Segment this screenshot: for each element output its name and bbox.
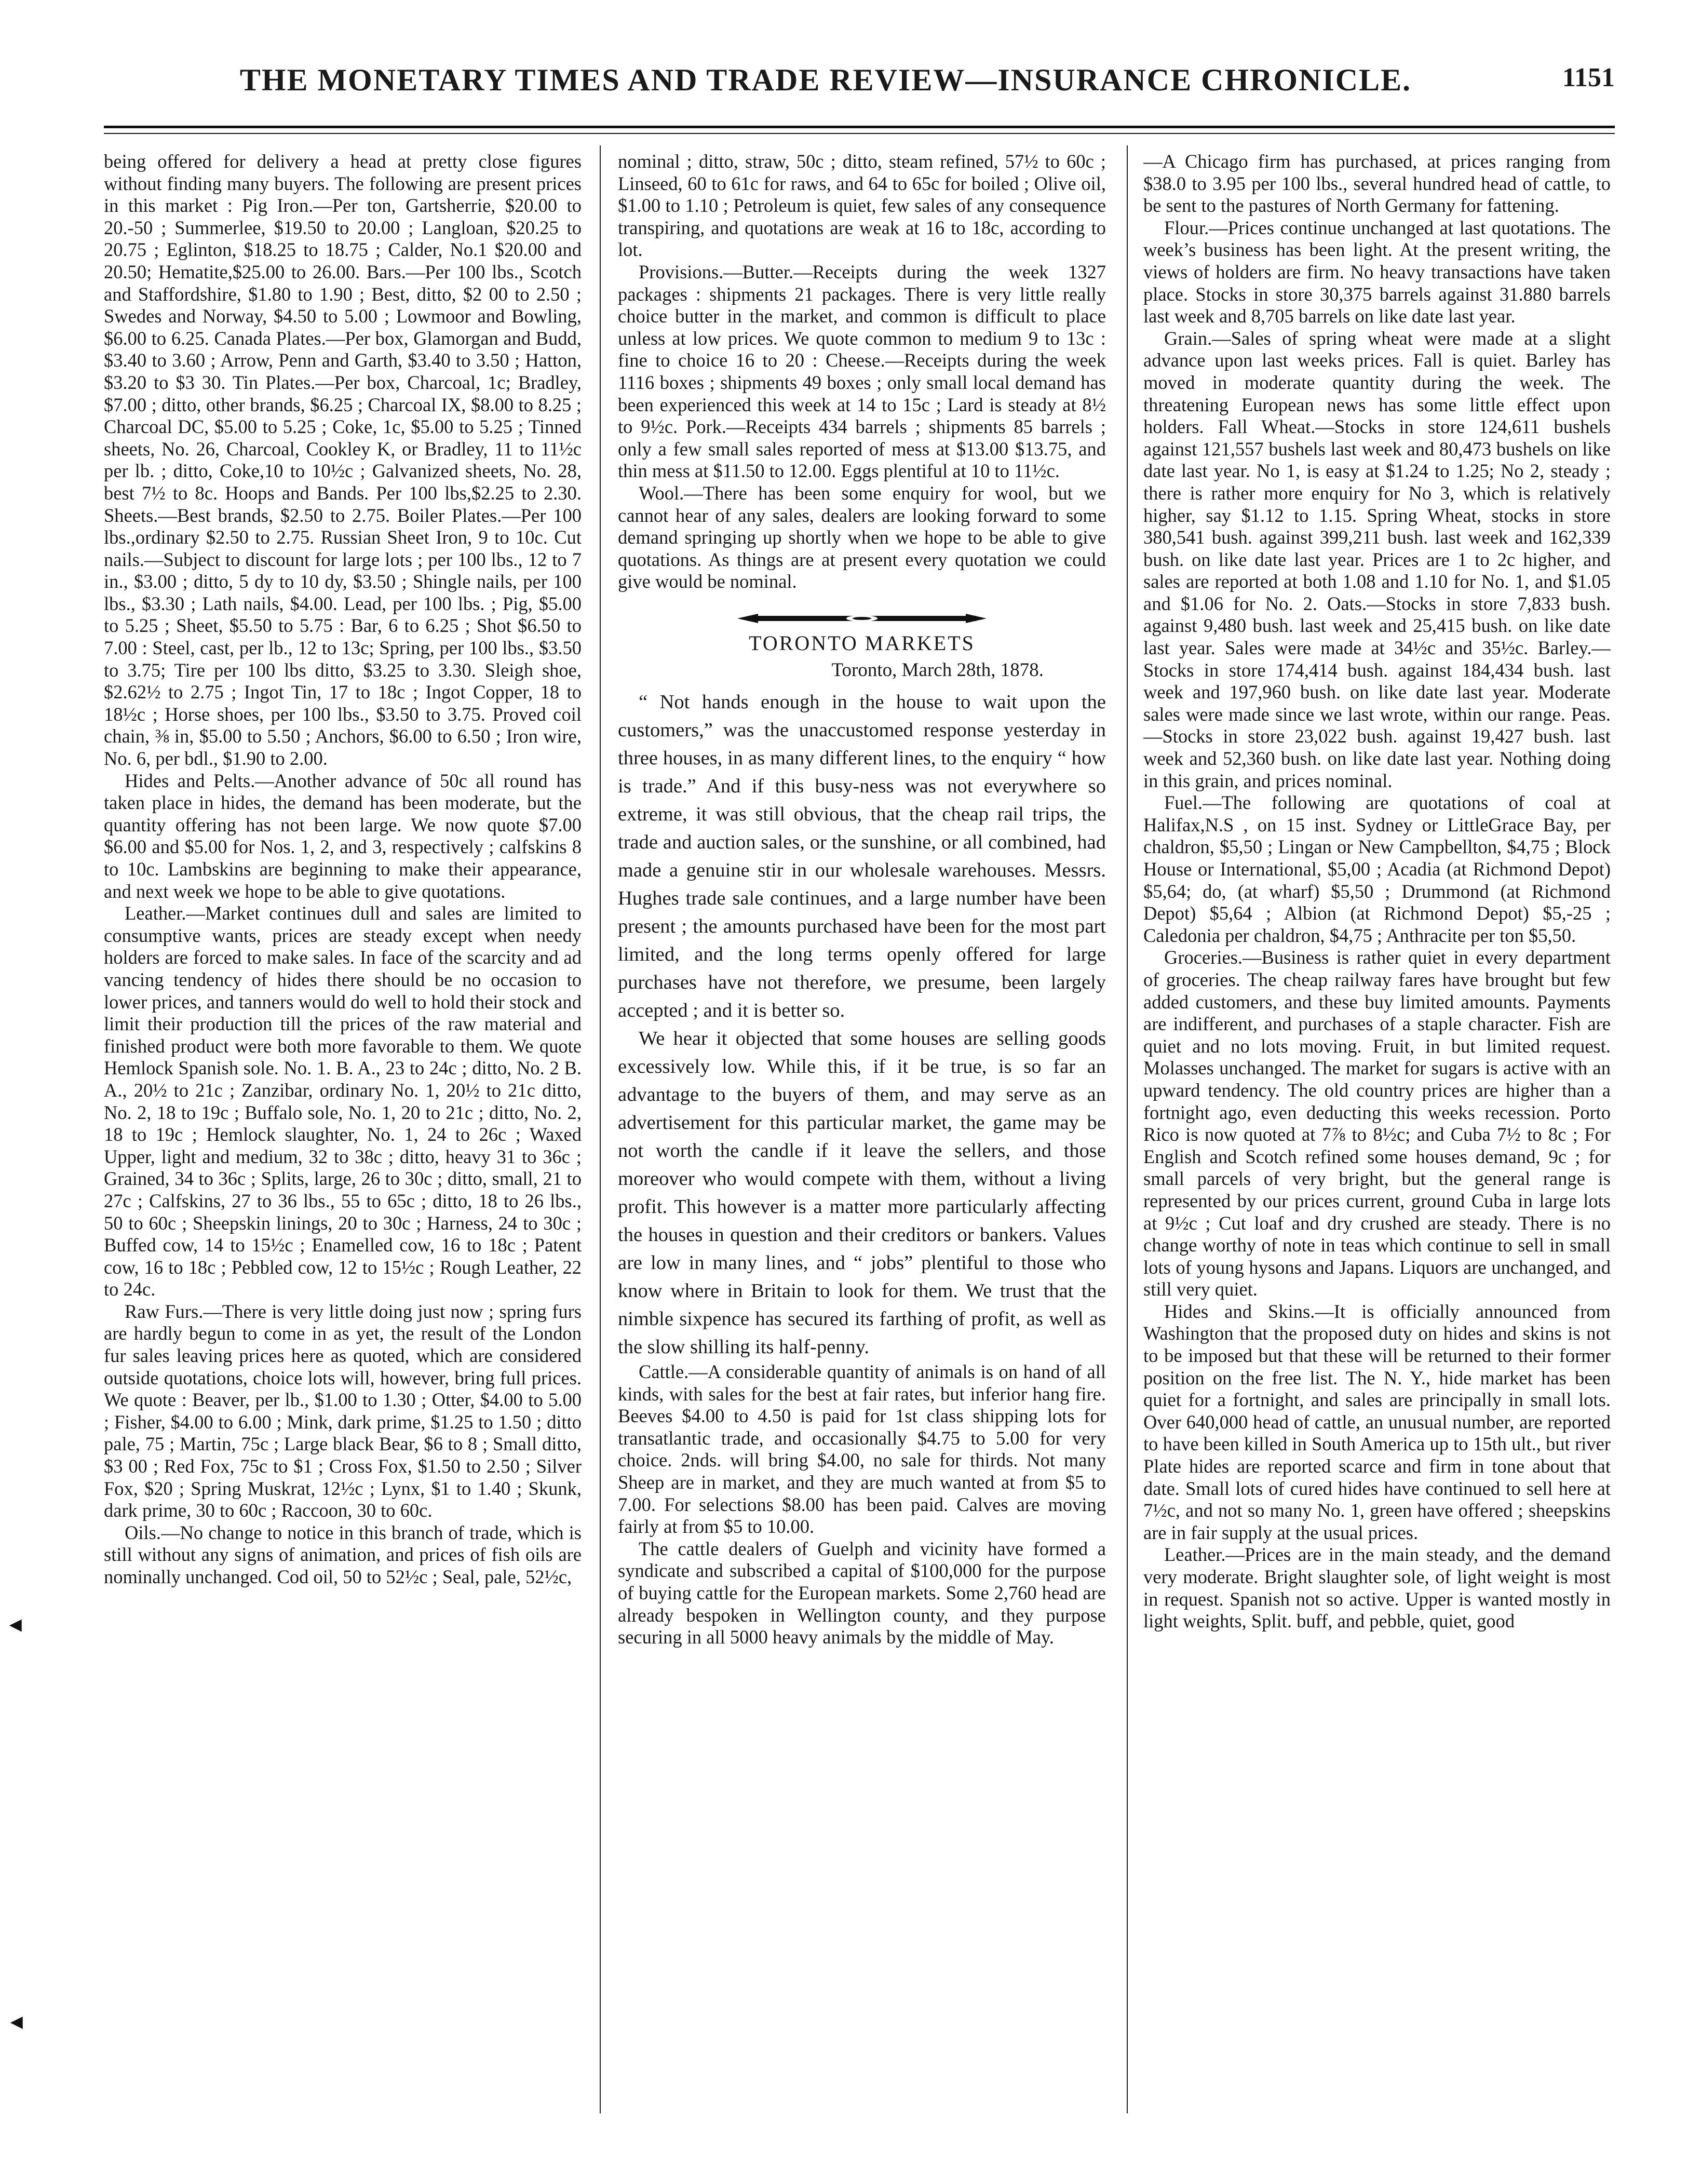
toronto-markets-lead-1: “ Not hands enough in the house to wait upon the customers,” was the unaccustomed response yesterday in three houses, in as many different lines, to the enquiry “ how is trade.” And if this busy-ness was not everywhere so extreme, it was still obvious, that the cheap rail trips, the trade and auction sales, or the sunshine, or all combined, had made a genuine stir in our wholesale warehouses. Messrs. Hughes trade sale continues, and a large number have been present ; the amounts purchased have been for the most part limited, and the long terms openly offered for large purchases have not therefore, we presume, been largely accepted ; and it is better so. <box>618 691 1106 1022</box>
column-divider-2 <box>1127 145 1128 2113</box>
toronto-markets-lead-2: We hear it objected that some houses are selling goods excessively low. While this, if it be true, is so far an advantage to the buyers of them, and may serve as an advertisement for this particular market, the game may be not worth the candle if it leave the sellers, and those moreover who would compete with them, without a living profit. This however is a matter more particularly affecting the houses in question and their creditors or bankers. Values are low in many lines, and “ jobs” plentiful to those who know where in Britain to look for them. We trust that the nimble sixpence has secured its farthing of profit, as well as the slow shilling its half-penny. <box>618 1028 1106 1358</box>
guelph-syndicate-paragraph: The cattle dealers of Guelph and vicinity have formed a syndicate and subscribed a capital of $100,000 for the purpose of buying cattle for the European markets. Some 2,760 head are already bespoken in Wellington county, and they purpose securing in all 5000 heavy animals by the middle of May. <box>618 1538 1106 1648</box>
section-title: TORONTO MARKETS <box>749 631 975 655</box>
wool-paragraph: Wool.—There has been some enquiry for wool, but we cannot hear of any sales, dealers are looking forward to some demand springing up shortly when we hope to be able to give quotations. As things are at present every quotation we could give would be nominal. <box>618 482 1106 592</box>
column-divider-1 <box>600 145 601 2113</box>
section-ornament <box>737 611 987 626</box>
newspaper-page <box>99 62 1615 2113</box>
header-rule-thick <box>104 126 1615 128</box>
leather-paragraph: Leather.—Market continues dull and sales are limited to consumptive wants, prices are steady except when needy holders are forced to make sales. In face of the scarcity and ad vancing tendency of hides there should be no occasion to lower prices, and tanners would do well to hold their stock and limit their production till the prices of the raw material and finished product were both more favorable to them. We quote Hemlock Spanish sole. No. 1. B. A., 23 to 24c ; ditto, No. 2 B. A., 20½ to 21c ; Zanzibar, ordinary No. 1, 20½ to 21c ditto, No. 2, 18 to 19c ; Buffalo sole, No. 1, 20 to 21c ; ditto, No. 2, 18 to 19c ; Hemlock slaughter, No. 1, 24 to 26c ; Waxed Upper, light and medium, 32 to 38c ; ditto, heavy 31 to 36c ; Grained, 34 to 36c ; Splits, large, 26 to 30c ; ditto, small, 21 to 27c ; Calfskins, 27 to 36 lbs., 55 to 65c ; ditto, 18 to 26 lbs., 50 to 60c ; Sheepskin linings, 20 to 30c ; Harness, 24 to 30c ; Buffed cow, 14 to 15½c ; Enamelled cow, 16 to 18c ; Patent cow, 16 to 18c ; Pebbled cow, 12 to 15½c ; Rough Leather, 22 to 24c. <box>104 902 582 1300</box>
groceries-paragraph: Groceries.—Business is rather quiet in every department of groceries. The cheap railway fares have brought but few added customers, and these buy limited amounts. Payments are indifferent, and purchases of a staple character. Fish are quiet and no lots moving. Fruit, in but limited request. Molasses unchanged. The market for sugars is active with an upward tendency. The old country prices are higher than a fortnight ago, even deducting this weeks recession. Porto Rico is now quoted at 7⅞ to 8½c; and Cuba 7½ to 8c ; For English and Scotch refined some houses demand, 9c ; for small parcels of very bright, but the general range is represented by our prices current, ground Cuba in large lots at 9½c ; Cut loaf and dry crushed are steady. There is no change worthy of note in teas which continue to sell in small lots of young hysons and Japans. Liquors are unchanged, and still very quiet. <box>1143 947 1611 1300</box>
hides-and-skins-paragraph: Hides and Skins.—It is officially announced from Washington that the proposed duty on hides and skins is not to be imposed but that these will be returned to their former position on the free list. The N. Y., hide market has been quiet for a fortnight, and sales are principally in small lots. Over 640,000 head of cattle, an unusual number, are reported to have been killed in South America up to 15th ult., but river Plate hides are reported scarce and firm in tone about that date. Small lots of cured hides have continued to sell here at 7½c, and not so many No. 1, green have offered ; sheepskins are in fair supply at the usual prices. <box>1143 1300 1611 1543</box>
oils-continued-paragraph: nominal ; ditto, straw, 50c ; ditto, steam refined, 57½ to 60c ; Linseed, 60 to 61c for raws, and 64 to 65c for boiled ; Olive oil, $1.00 to 1.10 ; Petroleum is quiet, few sales of any consequence transpiring, and quotations are weak at 16 to 18c, according to lot. <box>618 151 1106 261</box>
cattle-paragraph: Cattle.—A considerable quantity of animals is on hand of all kinds, with sales for the best at fair rates, but inferior hang fire. Beeves $4.00 to 4.50 is paid for 1st class shipping lots for transatlantic trade, and occasionally $4.75 to 5.00 for very choice. 2nds. will bring $4.00, no sale for thirds. Not many Sheep are in market, and they are much wanted at from $5 to 7.00. For selections $8.00 has been paid. Calves are moving fairly at from $5 to 10.00. <box>618 1361 1106 1538</box>
page-number: 1151 <box>1562 63 1615 92</box>
margin-arrow-icon-lower: ◄ <box>6 2010 27 2033</box>
column-3 <box>1143 151 1611 2108</box>
grain-paragraph: Grain.—Sales of spring wheat were made at a slight advance upon last weeks prices. Fall is quiet. Barley has moved in moderate quantity during the week. The threatening European news has some little effect upon holders. Fall Wheat.—Stocks in store 124,611 bushels against 121,557 bushels last week and 80,473 bushels on like date last year. No 1, is easy at $1.24 to 1.25; No 2, steady ; there is rather more enquiry for No 3, which is relatively higher, say $1.12 to 1.15. Spring Wheat, stocks in store 380,541 bush. against 399,211 bush. last week and 162,339 bush. on like date last year. Prices are 1 to 2c higher, and sales are reported at both 1.08 and 1.10 for No. 1, and $1.05 and $1.06 for No. 2. Oats.—Stocks in store 7,833 bush. against 9,480 bush. last week and 25,415 bush. on like date last year. Sales were made at 34½c and 35½c. Barley.—Stocks in store 174,414 bush. against 184,434 bush. last week and 197,960 bush. on like date last year. Moderate sales were made since we last wrote, within our range. Peas.—Stocks in store 23,022 bush. against 19,427 bush. last week and 52,360 bush. on like date last year. Nothing doing in this grain, and prices nominal. <box>1143 327 1611 791</box>
chicago-firm-paragraph: —A Chicago firm has purchased, at prices ranging from $38.0 to 3.95 per 100 lbs., several hundred head of cattle, to be sent to the pastures of North Germany for fattening. <box>1143 151 1611 217</box>
column-1 <box>104 151 582 2108</box>
masthead <box>99 62 1615 119</box>
pig-iron-paragraph: being offered for delivery a head at pretty close figures without finding many buyers. The following are present prices in this market : Pig Iron.—Per ton, Gartsherrie, $20.00 to 20.-50 ; Summerlee, $19.50 to 20.00 ; Langloan, $20.25 to 20.75 ; Eglinton, $18.25 to 18.75 ; Calder, No.1 $20.00 and 20.50; Hematite,$25.00 to 26.00. Bars.—Per 100 lbs., Scotch and Staffordshire, $1.80 to 1.90 ; Best, ditto, $2 00 to 2.50 ; Swedes and Norway, $4.50 to 5.00 ; Lowmoor and Bowling, $6.00 to 6.25. Canada Plates.—Per box, Glamorgan and Budd, $3.40 to 3.60 ; Arrow, Penn and Garth, $3.40 to 3.50 ; Hatton, $3.20 to $3 30. Tin Plates.—Per box, Charcoal, 1c; Bradley, $7.00 ; ditto, other brands, $6.25 ; Charcoal IX, $8.00 to 8.25 ; Charcoal DC, $5.00 to 5.25 ; Coke, 1c, $5.00 to 5.25 ; Tinned sheets, No. 26, Charcoal, Cookley K, or Bradley, 11 to 11½c per lb. ; ditto, Coke,10 to 10½c ; Galvanized sheets, No. 28, best 7½ to 8c. Hoops and Bands. Per 100 lbs,$2.25 to 2.30. Sheets.—Best brands, $2.50 to 2.75. Boiler Plates.—Per 100 lbs.,ordinary $2.50 to 2.75. Russian Sheet Iron, 9 to 10c. Cut nails.—Subject to discount for large lots ; per 100 lbs., 12 to 7 in., $3.00 ; ditto, 5 dy to 10 dy, $3.50 ; Shingle nails, per 100 lbs., $3.30 ; Lath nails, $4.00. Lead, per 100 lbs. ; Pig, $5.00 to 5.25 ; Sheet, $5.50 to 5.75 : Bar, 6 to 6.25 ; Shot $6.50 to 7.00 : Steel, cast, per lb., 12 to 13c; Spring, per 100 lbs., $3.50 to 3.75; Tire per 100 lbs ditto, $3.25 to 3.30. Sleigh shoe, $2.62½ to 2.75 ; Ingot Tin, 17 to 18c ; Ingot Copper, 18 to 18½c ; Horse shoes, per 100 lbs., $3.50 to 3.75. Proved coil chain, ⅜ in, $5.00 to 5.50 ; Anchors, $6.00 to 6.50 ; Iron wire, No. 6, per bdl., $1.90 to 2.00. <box>104 151 582 770</box>
leather-market-paragraph: Leather.—Prices are in the main steady, and the demand very moderate. Bright slaughter sole, of light weight is most in request. Spanish not so active. Upper is wanted mostly in light weights, Split. buff, and pebble, quiet, good <box>1143 1544 1611 1632</box>
fuel-paragraph: Fuel.—The following are quotations of coal at Halifax,N.S , on 15 inst. Sydney or LittleGrace Bay, per chaldron, $5,50 ; Lingan or New Campbellton, $4,75 ; Block House or International, $5,00 ; Acadia (at Richmond Depot) $5,64; do, (at wharf) $5,50 ; Drummond (at Richmond Depot) $5,64 ; Albion (at Richmond Depot) $5,-25 ; Caledonia per chaldron, $4,75 ; Anthracite per ton $5,50. <box>1143 792 1611 946</box>
column-2 <box>618 151 1106 2108</box>
dateline: Toronto, March 28th, 1878. <box>831 659 1044 681</box>
margin-arrow-icon: ◄ <box>5 1613 26 1636</box>
raw-furs-paragraph: Raw Furs.—There is very little doing just now ; spring furs are hardly begun to come in as yet, the result of the London fur sales leaving prices here as quoted, which are considered outside quotations, choice lots will, however, bring full prices. We quote : Beaver, per lb., $1.00 to 1.30 ; Otter, $4.00 to 5.00 ; Fisher, $4.00 to 6.00 ; Mink, dark prime, $1.25 to 1.50 ; ditto pale, 75 ; Martin, 75c ; Large black Bear, $6 to 8 ; Small ditto, $3 00 ; Red Fox, 75c to $1 ; Cross Fox, $1.50 to 2.50 ; Silver Fox, $20 ; Spring Muskrat, 12½c ; Lynx, $1 to 1.40 ; Skunk, dark prime, 30 to 60c ; Raccoon, 30 to 60c. <box>104 1300 582 1521</box>
flour-paragraph: Flour.—Prices continue unchanged at last quotations. The week’s business has been light. At the present writing, the views of holders are firm. No heavy transactions have taken place. Stocks in store 30,375 barrels against 31.880 barrels last week and 8,705 barrels on like date last year. <box>1143 217 1611 327</box>
hides-and-pelts-paragraph: Hides and Pelts.—Another advance of 50c all round has taken place in hides, the demand has been moderate, but the quantity offering has not been large. We now quote $7.00 $6.00 and $5.00 for Nos. 1, 2, and 3, respectively ; calfskins 8 to 10c. Lambskins are beginning to make their appearance, and next week we hope to be able to give quotations. <box>104 770 582 902</box>
masthead-title: THE MONETARY TIMES AND TRADE REVIEW—INSURANCE CHRONICLE. <box>239 63 1412 97</box>
provisions-paragraph: Provisions.—Butter.—Receipts during the week 1327 packages : shipments 21 packages. There is very little really choice butter in the market, and common is difficult to place unless at low prices. We quote common to medium 9 to 13c : fine to choice 16 to 20 : Cheese.—Receipts during the week 1116 boxes ; shipments 49 boxes ; only small local demand has been experienced this week at 14 to 15c ; Lard is steady at 8½ to 9½c. Pork.—Receipts 434 barrels ; shipments 85 barrels ; only a few small sales reported of mess at $13.00 $13.75, and thin mess at $11.50 to 12.00. Eggs plentiful at 10 to 11½c. <box>618 261 1106 482</box>
header-rule-thin <box>104 133 1615 134</box>
oils-paragraph: Oils.—No change to notice in this branch of trade, which is still without any signs of animation, and prices of fish oils are nominally unchanged. Cod oil, 50 to 52½c ; Seal, pale, 52½c, <box>104 1521 582 1587</box>
